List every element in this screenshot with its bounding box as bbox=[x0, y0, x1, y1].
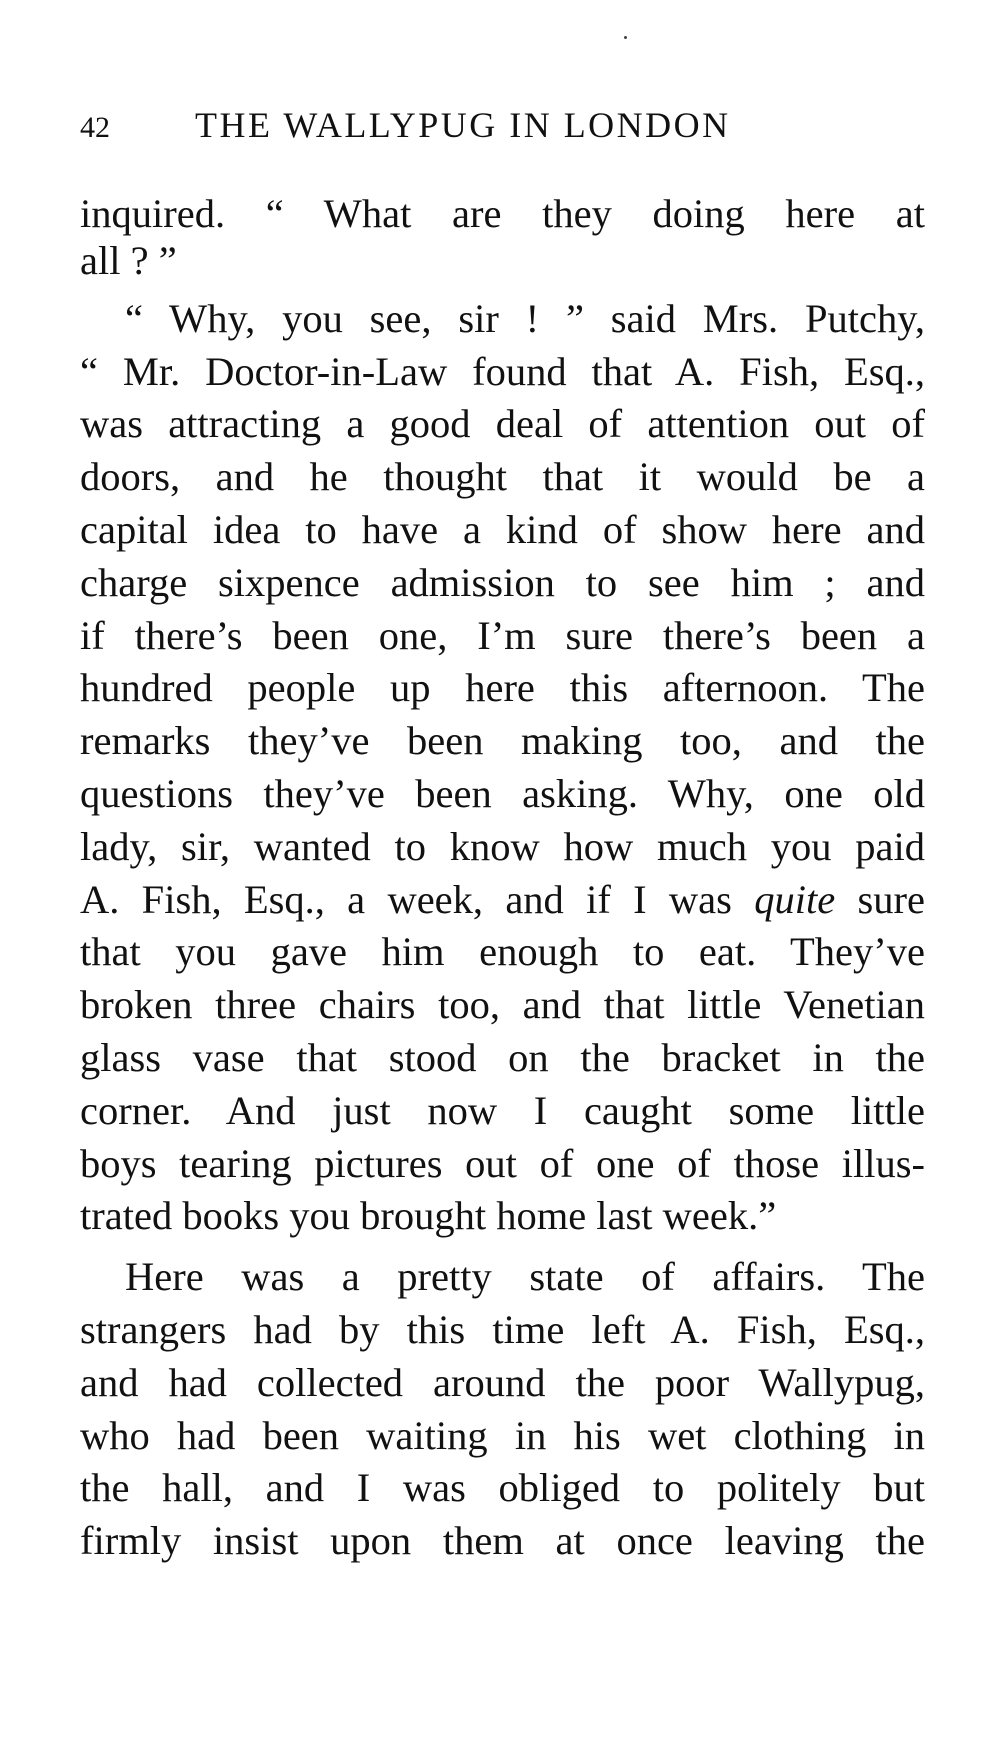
body-text bbox=[80, 188, 925, 1568]
text-segment: A. Fish, Esq., a week, and if I was bbox=[80, 876, 732, 922]
text-line: “ Mr. Doctor-in-Law found that A. Fish, Esq., bbox=[80, 348, 925, 394]
text-line: glass vase that stood on the bracket in the bbox=[80, 1034, 925, 1080]
running-title: THE WALLYPUG IN LONDON bbox=[195, 105, 731, 145]
text-line: all ? ” bbox=[80, 240, 177, 281]
text-line: if there’s been one, I’m sure there’s been a bbox=[80, 612, 925, 658]
text-line: capital idea to have a kind of show here and bbox=[80, 506, 925, 552]
text-line: “ Why, you see, sir ! ” said Mrs. Putchy, bbox=[125, 295, 925, 341]
text-line-with-italic bbox=[80, 874, 925, 927]
text-line: the hall, and I was obliged to politely but bbox=[80, 1465, 925, 1511]
text-segment: sure bbox=[857, 876, 925, 922]
text-line: remarks they’ve been making too, and the bbox=[80, 718, 925, 764]
text-line: firmly insist upon them at once leaving the bbox=[80, 1518, 925, 1564]
text-line: boys tearing pictures out of one of those illus- bbox=[80, 1140, 925, 1186]
text-line: lady, sir, wanted to know how much you paid bbox=[80, 823, 925, 869]
text-line: charge sixpence admission to see him ; and bbox=[80, 559, 925, 605]
text-line: corner. And just now I caught some little bbox=[80, 1087, 925, 1133]
text-line: was attracting a good deal of attention out of bbox=[80, 401, 925, 447]
text-line: hundred people up here this afternoon. The bbox=[80, 665, 925, 711]
text-line: that you gave him enough to eat. They’ve bbox=[80, 929, 925, 975]
text-line: Here was a pretty state of affairs. The bbox=[125, 1254, 925, 1300]
text-line: questions they’ve been asking. Why, one old bbox=[80, 770, 925, 816]
text-line: doors, and he thought that it would be a bbox=[80, 454, 925, 500]
text-line: trated books you brought home last week.” bbox=[80, 1193, 777, 1239]
text-line: inquired. “ What are they doing here at bbox=[80, 191, 925, 236]
text-line: and had collected around the poor Wallypug, bbox=[80, 1359, 925, 1405]
print-speck bbox=[624, 36, 627, 39]
italic-word: quite bbox=[754, 876, 836, 922]
text-line: who had been waiting in his wet clothing in bbox=[80, 1412, 925, 1458]
running-header bbox=[80, 100, 920, 150]
text-line: strangers had by this time left A. Fish, Esq., bbox=[80, 1306, 925, 1352]
page-number: 42 bbox=[80, 111, 110, 144]
text-line: broken three chairs too, and that little Venetian bbox=[80, 982, 925, 1028]
